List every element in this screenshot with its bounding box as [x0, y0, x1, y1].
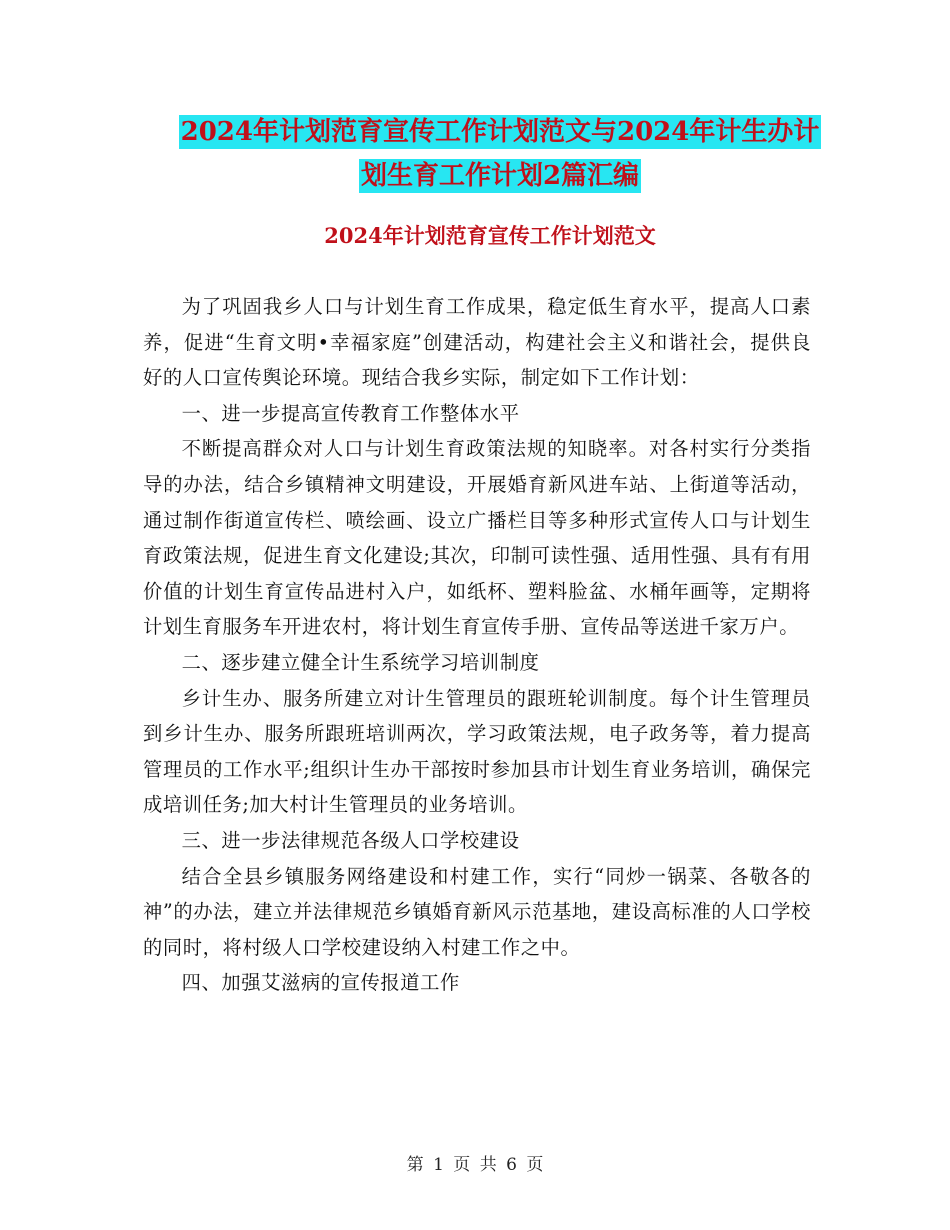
- document-title-line-2: [140, 152, 860, 200]
- document-body: [143, 289, 811, 1001]
- heading-1: 一、进一步提高宣传教育工作整体水平: [181, 401, 520, 425]
- document-title-line-1: [140, 108, 860, 156]
- section-title: 2024年计划范育宣传工作计划范文: [324, 223, 656, 248]
- paragraph-intro: 为了巩固我乡人口与计划生育工作成果，稳定低生育水平，提高人口素养，促进“生育文明•幸福家庭”创建活动，构建社会主义和谐社会，提供良好的人口宣传舆论环境。现结合我乡实际，制定如下工作计划：: [143, 295, 811, 390]
- heading-4: 四、加强艾滋病的宣传报道工作: [181, 971, 460, 995]
- heading-3: 三、进一步法律规范各级人口学校建设: [181, 828, 520, 852]
- title-highlight: 2024年计划范育宣传工作计划范文与2024年计生办计: [180, 117, 820, 147]
- paragraph-1: 不断提高群众对人口与计划生育政策法规的知晓率。对各村实行分类指导的办法，结合乡镇精神文明建设，开展婚育新风进车站、上街道等活动，通过制作街道宣传栏、喷绘画、设立广播栏目等多种形式宣传人口与计划生育政策法规，促进生育文化建设;其次，印制可读性强、适用性强、具有有用价值的计划生育宣传品进村入户，如纸杯、塑料脸盆、水桶年画等，定期将计划生育服务车开进农村，将计划生育宣传手册、宣传品等送进千家万户。: [143, 437, 811, 639]
- paragraph-3: 结合全县乡镇服务网络建设和村建工作，实行“同炒一锅菜、各敬各的神”的办法，建立并法律规范乡镇婚育新风示范基地，建设高标准的人口学校的同时，将村级人口学校建设纳入村建工作之中。: [143, 864, 811, 959]
- paragraph-2: 乡计生办、服务所建立对计生管理员的跟班轮训制度。每个计生管理员到乡计生办、服务所跟班培训两次，学习政策法规，电子政务等，着力提高管理员的工作水平;组织计生办干部按时参加县市计划生育业务培训，确保完成培训任务;加大村计生管理员的业务培训。: [143, 686, 811, 817]
- heading-2: 二、逐步建立健全计生系统学习培训制度: [181, 650, 540, 674]
- title-highlight: 划生育工作计划2篇汇编: [360, 161, 640, 191]
- page-footer: 第 1 页 共 6 页: [406, 1155, 544, 1175]
